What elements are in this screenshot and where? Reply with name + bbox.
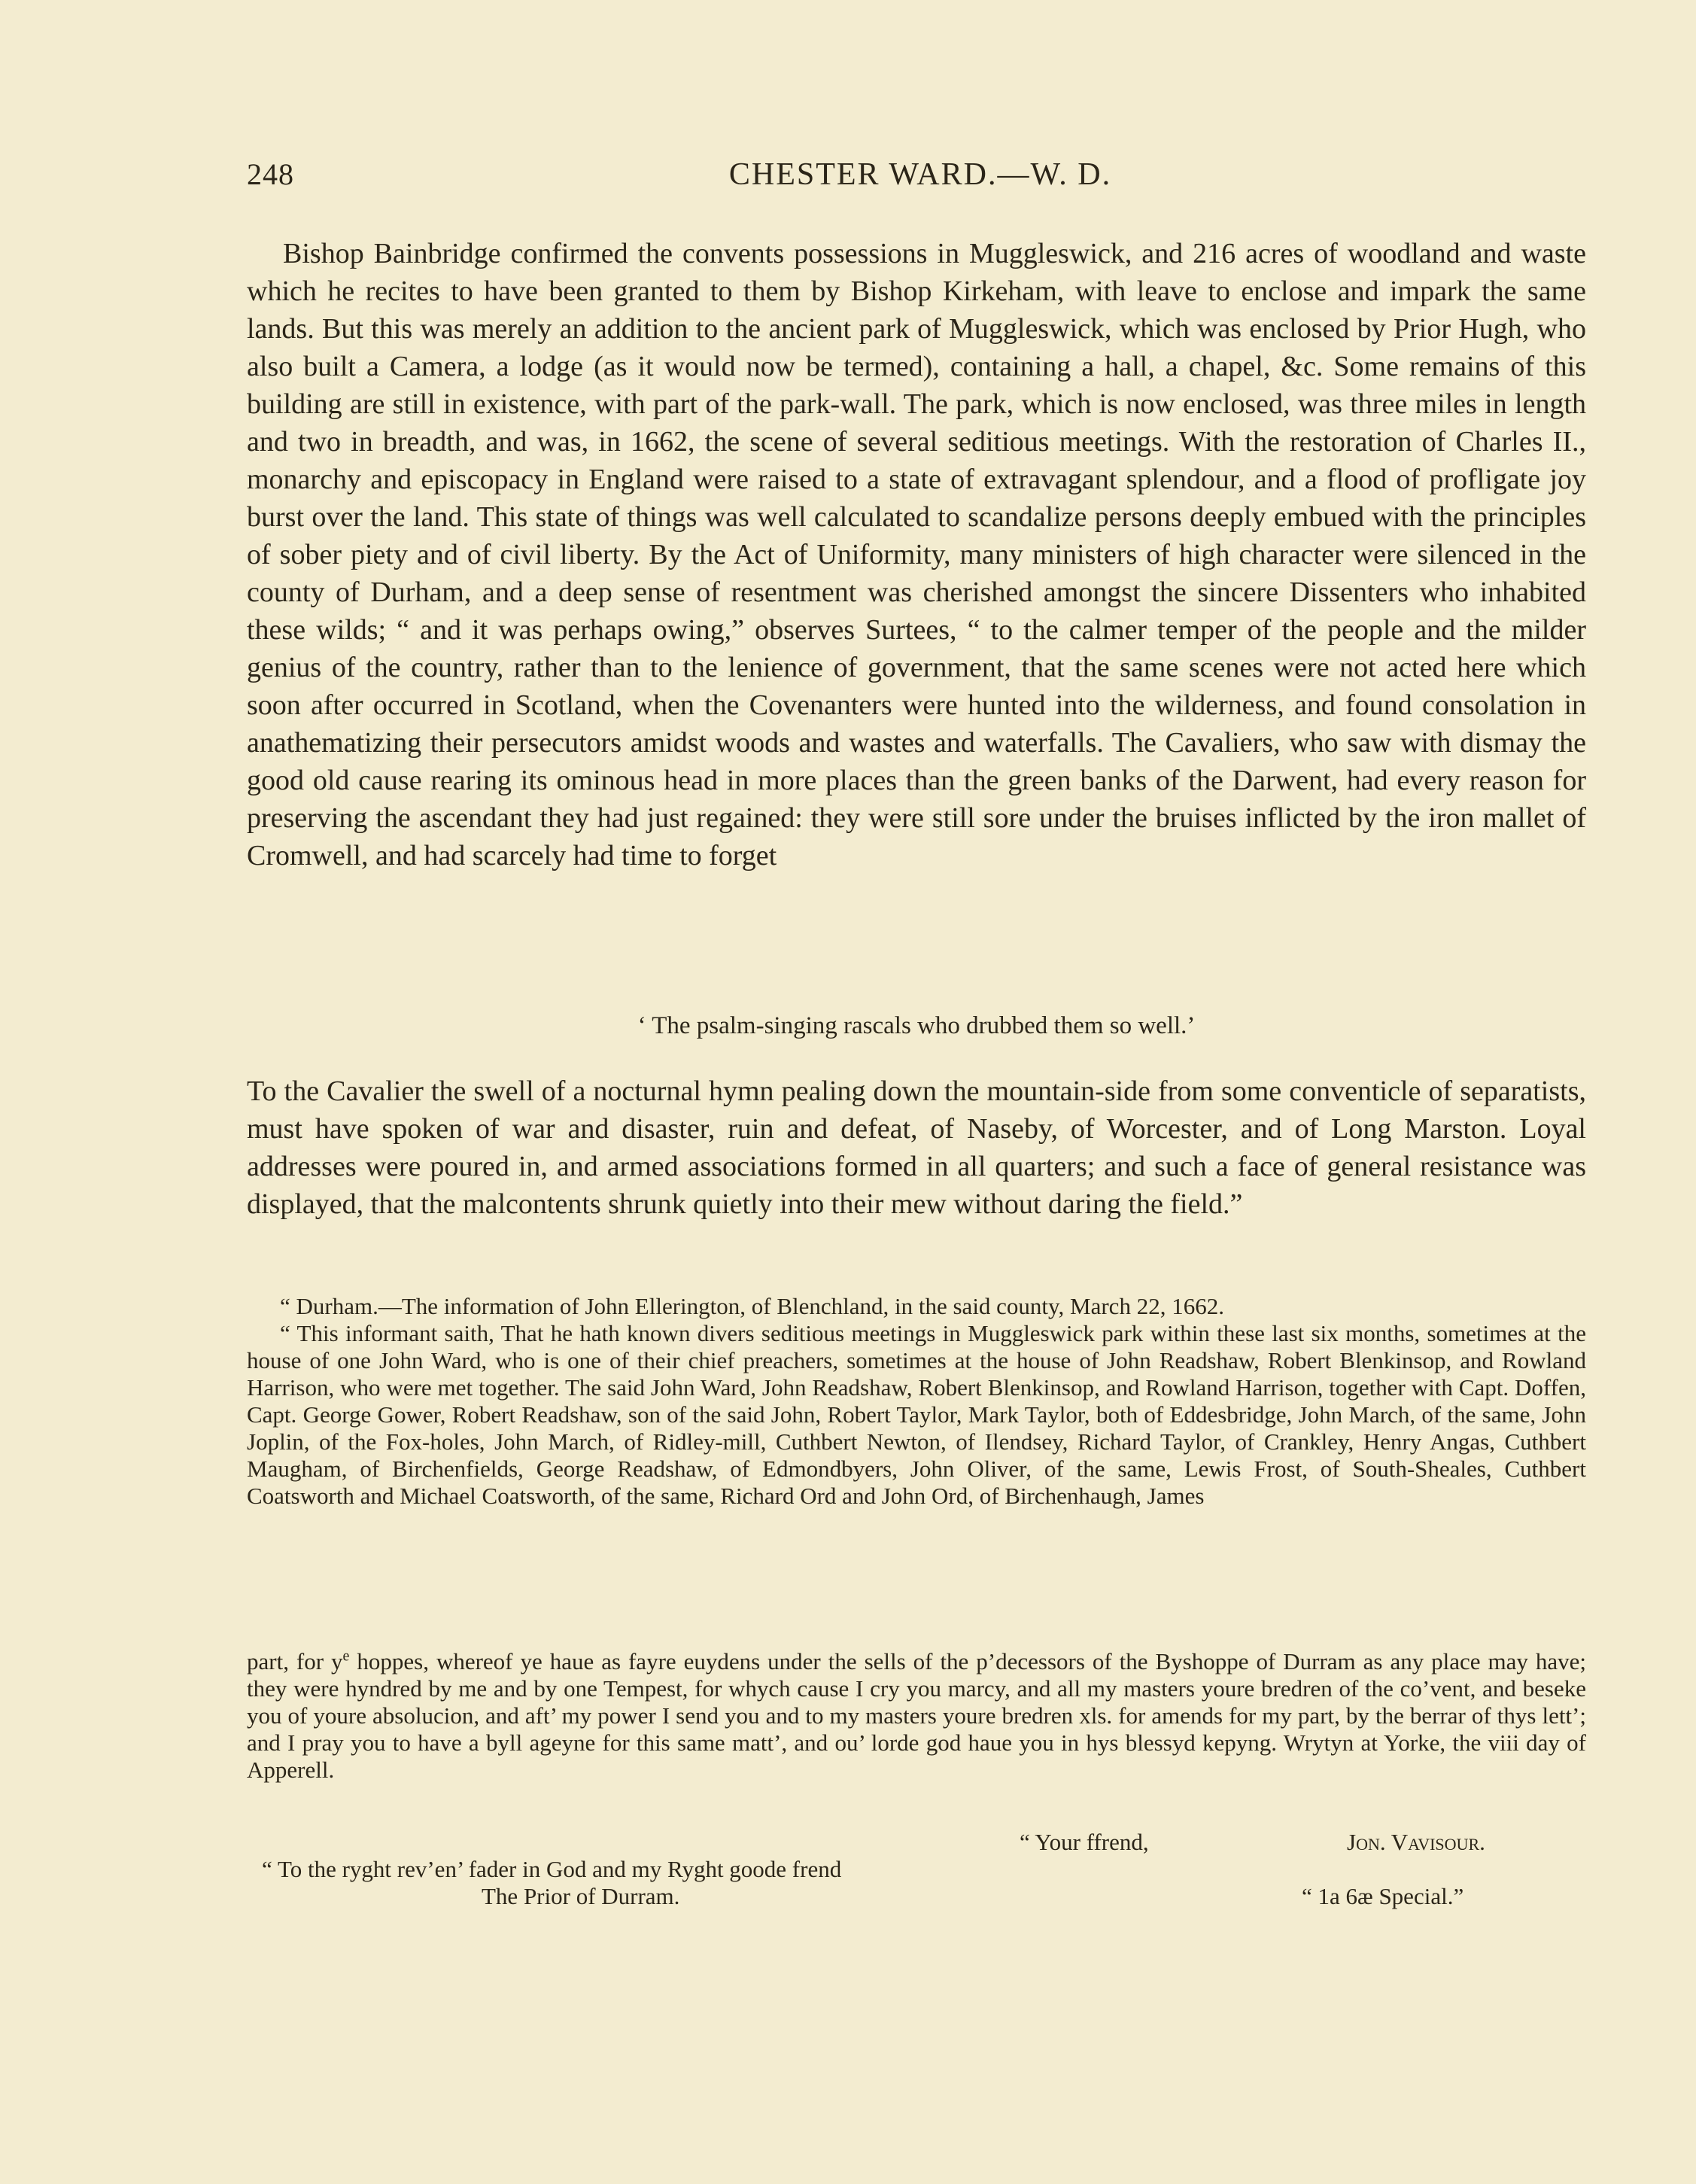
page-number: 248 bbox=[247, 157, 294, 191]
running-head: CHESTER WARD.—W. D. bbox=[728, 157, 1112, 192]
footnote-line: “ This informant saith, That he hath known divers seditious meetings in Muggleswick park within these last six months, sometimes at the house of one John Ward, who is one of their chief preachers, sometimes at the house of John Readshaw, Robert Blenkinsop, and Rowland Harrison, who were met together. The said John Ward, John Readshaw, Robert Blenkinsop, and Rowland Harrison, together with Capt. Doffen, Capt. George Gower, Robert Readshaw, son of the said John, Robert Taylor, Mark Taylor, both of Eddesbridge, John March, of the same, John Joplin, of the Fox-holes, John March, of Ridley-mill, Cuthbert Newton, of Ilendsey, Richard Taylor, of Crankley, Henry Angas, Cuthbert Maugham, of Birchenfields, George Readshaw, of Edmondbyers, John Oliver, of the same, Lewis Frost, of South-Sheales, Cuthbert Coatsworth and Michael Coatsworth, of the same, Richard Ord and John Ord, of Birchenhaugh, James bbox=[247, 1320, 1586, 1509]
main-paragraph-1 bbox=[247, 235, 1586, 875]
superscript: e bbox=[342, 1647, 350, 1665]
letter-address: “ To the ryght rev’en’ fader in God and my Ryght goode frend bbox=[262, 1856, 842, 1882]
footnote-letter bbox=[247, 1648, 1586, 1784]
letter-signature: Jon. Vavisour. bbox=[1347, 1829, 1485, 1855]
letter-endorsement: “ 1a 6æ Special.” bbox=[1302, 1883, 1464, 1909]
footnote-letter-text: part, for $y^e$ hoppes, whereof ye haue as fayre euydens under the sells of the p’decessors of the Byshoppe of Durram as any place may have; they were hyndred by me and by one Tempest, for whych cause I cry you marcy, and all my masters youre bredren of the co’vent, and beseke you of youre absolucion, and aft’ my power I send you and to my masters youre bredren xls. for amends for my part, by the berrar of thys lett’; and I pray you to have a byll ageyne for this same matt’, and ou’ lorde god haue you in hys blessyd kepyng. Wrytyn at Yorke, the viii day of Apperell. bbox=[247, 1647, 1587, 1783]
verse-quote: ‘ The psalm-singing rascals who drubbed them so well.’ bbox=[637, 1012, 1196, 1039]
page-header bbox=[247, 157, 1594, 202]
paragraph-text: To the Cavalier the swell of a nocturnal hymn pealing down the mountain-side from some conventicle of separatists, must have spoken of war and disaster, ruin and defeat, of Naseby, of Worcester, and of Long Marston. Loyal addresses were poured in, and armed associations formed in all quarters; and such a face of general resistance was displayed, that the malcontents shrunk quietly into their mew without daring the field.” bbox=[247, 1075, 1586, 1220]
main-paragraph-2 bbox=[247, 1072, 1586, 1223]
footnote-line: “ Durham.—The information of John Ellerington, of Blenchland, in the said county, March 22, 1662. bbox=[280, 1293, 1224, 1319]
letter-address: The Prior of Durram. bbox=[482, 1883, 680, 1909]
letter-closing: “ Your ffrend, bbox=[1020, 1829, 1149, 1855]
paragraph-text: Bishop Bainbridge confirmed the convents possessions in Muggleswick, and 216 acres of woodland and waste which he recites to have been granted to them by Bishop Kirkeham, with leave to enclose and impark the same lands. But this was merely an addition to the ancient park of Muggleswick, which was enclosed by Prior Hugh, who also built a Camera, a lodge (as it would now be termed), containing a hall, a chapel, &c. Some remains of this building are still in existence, with part of the park-wall. The park, which is now enclosed, was three miles in length and two in breadth, and was, in 1662, the scene of several seditious meetings. With the restoration of Charles II., monarchy and episcopacy in England were raised to a state of extravagant splendour, and a flood of profligate joy burst over the land. This state of things was well calculated to scandalize persons deeply embued with the principles of sober piety and of civil liberty. By the Act of Uniformity, many ministers of high character were silenced in the county of Durham, and a deep sense of resentment was cherished amongst the sincere Dissenters who inhabited these wilds; “ and it was perhaps owing,” observes Surtees, “ to the calmer temper of the people and the milder genius of the country, rather than to the lenience of government, that the same scenes were not acted here which soon after occurred in Scotland, when the Covenanters were hunted into the wilderness, and found consolation in anathematizing their persecutors amidst woods and wastes and waterfalls. The Cavaliers, who saw with dismay the good old cause rearing its ominous head in more places than the green banks of the Darwent, had every reason for preserving the ascendant they had just regained: they were still sore under the bruises inflicted by the iron mallet of Cromwell, and had scarcely had time to forget bbox=[247, 238, 1586, 871]
footnote-information bbox=[247, 1293, 1586, 1510]
